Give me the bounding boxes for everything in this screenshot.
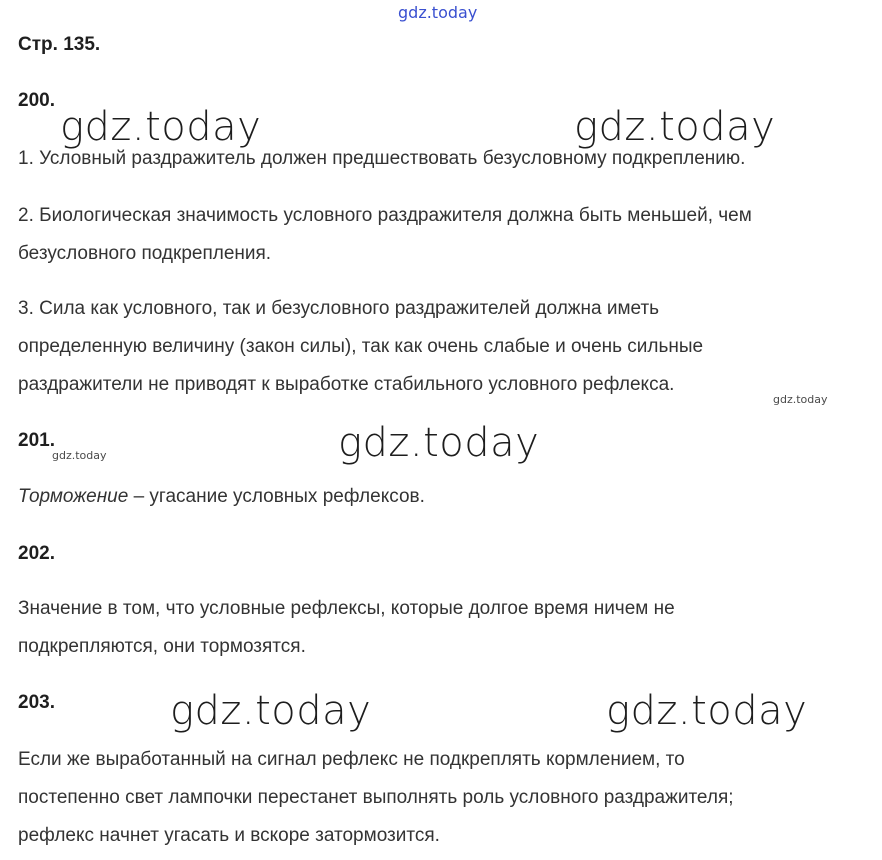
watermark: gdz.today [170,688,372,734]
text-line: рефлекс начнет угасать и вскоре затормозится. [18,825,440,846]
text-line: определенную величину (закон силы), так как очень слабые и очень сильные [18,336,704,357]
watermark: gdz.today [60,104,262,150]
task-200-item-1 [18,140,745,178]
text-line: Значение в том, что условные рефлексы, которые долгое время ничем не [18,598,675,619]
task-201-number: 201. [18,430,55,451]
page-reference: Стр. 135. [18,34,101,55]
task-200-number: 200. [18,90,55,111]
task-200-item-2 [18,197,752,273]
task-203-text [18,741,734,855]
text-line: 1. Условный раздражитель должен предшествовать безусловному подкреплению. [18,148,746,169]
watermark: gdz.today [574,104,776,150]
text-line: безусловного подкрепления. [18,243,272,264]
text-line: 2. Биологическая значимость условного раздражителя должна быть меньшей, чем [18,205,752,226]
task-203-number: 203. [18,692,55,713]
text-line [18,478,425,516]
watermark-top: gdz.today [398,3,478,22]
task-202-number: 202. [18,543,55,564]
definition-text: – угасание условных рефлексов. [128,486,425,507]
watermark-small: gdz.today [52,449,107,462]
task-201-definition [18,478,425,516]
text-line: раздражители не приводят к выработке стабильного условного рефлекса. [18,374,675,395]
watermark-small: gdz.today [773,393,828,406]
task-202-text [18,590,675,666]
text-line: Если же выработанный на сигнал рефлекс не подкреплять кормлением, то [18,749,685,770]
text-line: постепенно свет лампочки перестанет выполнять роль условного раздражителя; [18,787,734,808]
watermark: gdz.today [606,688,808,734]
term: Торможение [18,486,129,507]
text-line: подкрепляются, они тормозятся. [18,636,306,657]
watermark: gdz.today [338,420,540,466]
task-200-item-3 [18,290,703,404]
text-line: 3. Сила как условного, так и безусловного раздражителей должна иметь [18,298,660,319]
